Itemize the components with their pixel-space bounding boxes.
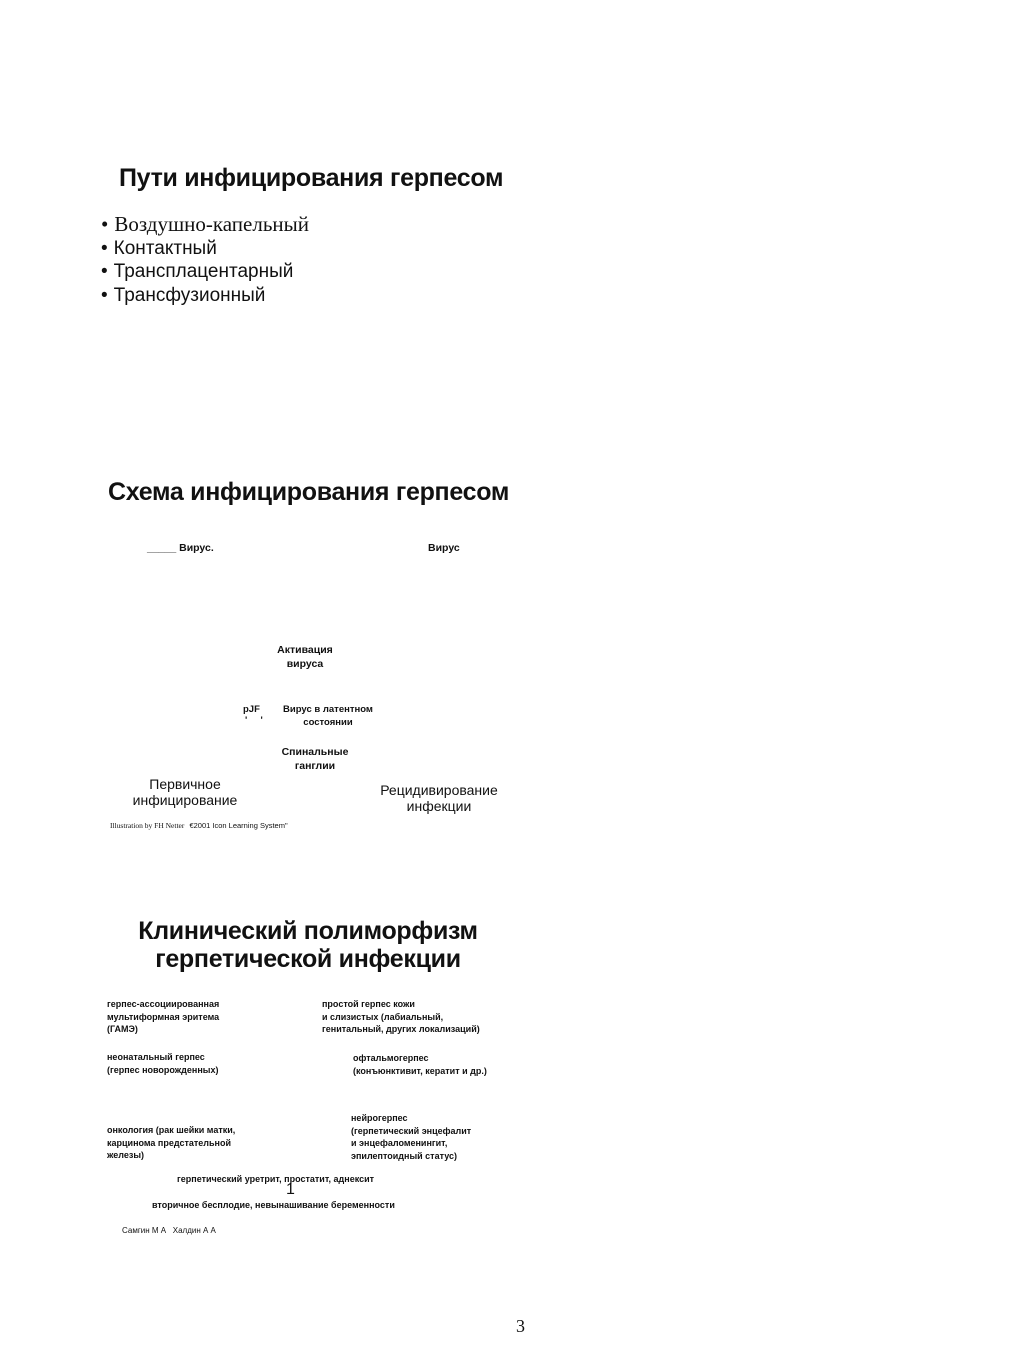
page-number: 3	[516, 1316, 525, 1336]
illustration-credit	[110, 821, 288, 830]
item-marker: 1	[286, 1181, 295, 1198]
item-erythema: герпес-ассоциированная мультиформная эритема (ГАМЭ)	[107, 999, 220, 1034]
section3-title	[108, 917, 508, 973]
item-neonatal: неонатальный герпес (герпес новорожденных)	[107, 1052, 219, 1075]
authors: Самгин М А Халдин А А	[122, 1226, 216, 1235]
item-simple-herpes: простой герпес кожи и слизистых (лабиальный, генитальный, других локализаций)	[322, 999, 480, 1034]
label-virus-left: _____ Вирус.	[147, 542, 214, 554]
list-item: • Трансплацентарный	[101, 260, 309, 284]
list-item: • Трансфузионный	[101, 284, 309, 308]
list-item: • Воздушно-капельный	[101, 213, 309, 237]
label-primary-infection: Первичное инфицирование	[132, 776, 238, 808]
label-latent-virus: Вирус в латентном состоянии	[283, 704, 373, 728]
section2-title: Схема инфицирования герпесом	[108, 478, 510, 506]
item-neuroherpes: нейрогерпес (герпетический энцефалит и энцефаломенингит, эпилептоидный статус)	[351, 1113, 472, 1161]
item-urethritis: герпетический уретрит, простатит, аднексит	[177, 1174, 375, 1184]
list-item: • Контактный	[101, 237, 309, 261]
label-recurrent-infection: Рецидивирование инфекции	[380, 782, 498, 814]
section3-title-line1: Клинический полиморфизм	[138, 917, 478, 945]
transmission-routes-list	[101, 213, 309, 307]
label-virus-right: Вирус	[428, 542, 460, 554]
label-activation: Активация вируса	[277, 644, 333, 670]
credit-suffix: €2001 Icon Learning System"	[189, 821, 288, 830]
section1-title: Пути инфицирования герпесом	[119, 164, 504, 192]
item-oncology: онкология (рак шейки матки, карцинома предстательной железы)	[107, 1125, 236, 1160]
section3-title-line2: герпетической инфекции	[155, 945, 461, 973]
item-ophthalmo: офтальмогерпес (конъюнктивит, кератит и др.)	[353, 1053, 487, 1076]
label-pjf-marks: ' '	[245, 715, 263, 726]
label-pjf: pJF	[243, 704, 260, 715]
credit-prefix: Illustration by FH Netter	[110, 821, 185, 830]
label-spinal-ganglia: Спинальные ганглии	[281, 746, 349, 772]
item-infertility: вторичное бесплодие, невынашивание беременности	[152, 1200, 395, 1210]
